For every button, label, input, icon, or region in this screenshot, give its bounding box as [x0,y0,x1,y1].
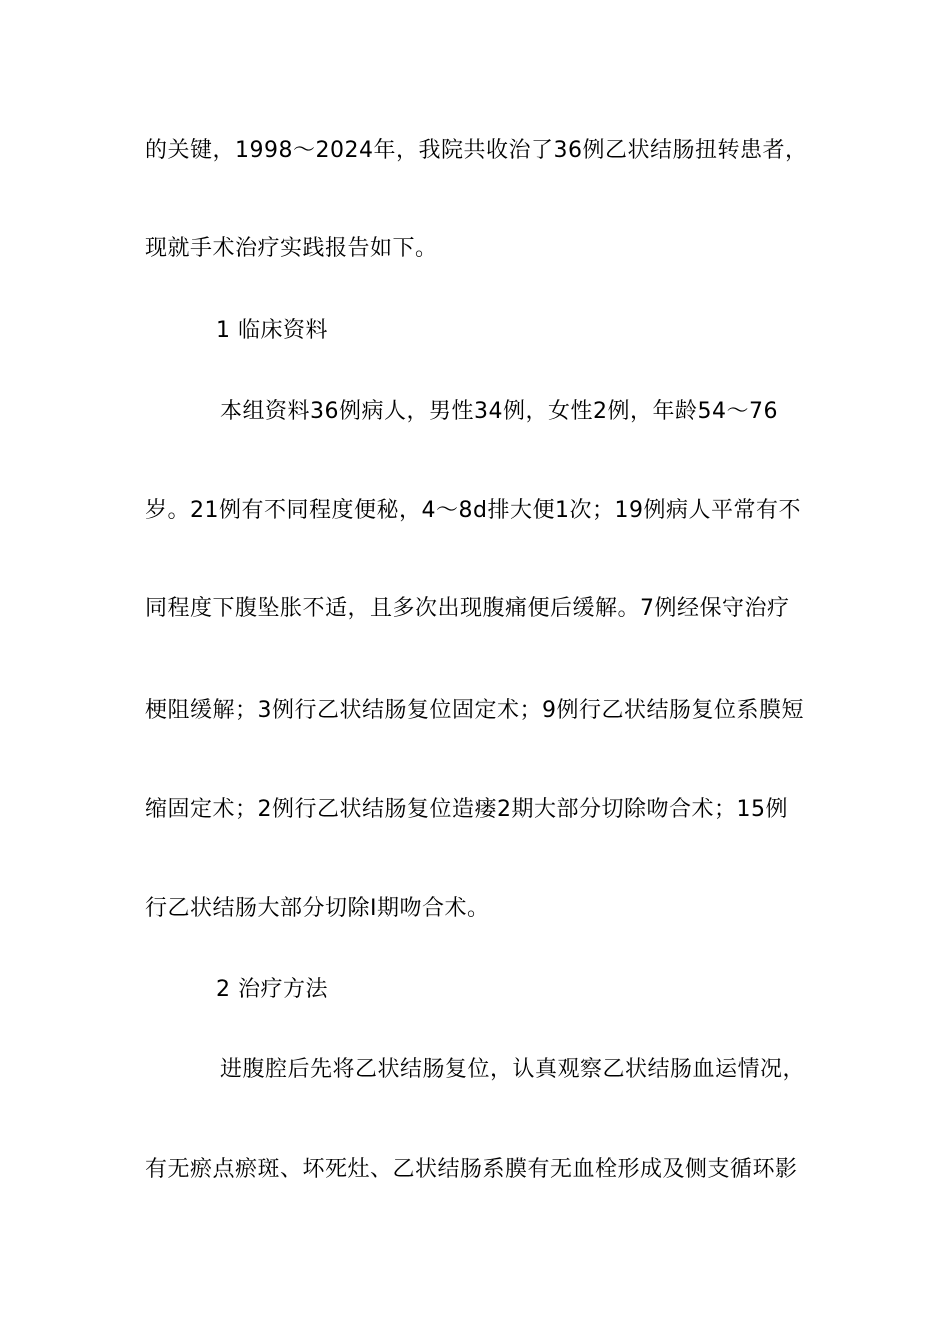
section-heading: 2 治疗方法 [216,977,328,1002]
paragraph-first-line: 进腹腔后先将乙状结肠复位，认真观察乙状结肠血运情况， [220,1057,806,1082]
text-line: 同程度下腹坠胀不适，且多次出现腹痛便后缓解。7例经保守治疗 [145,596,790,621]
text-line: 岁。21例有不同程度便秘，4～8d排大便1次；19例病人平常有不 [145,498,801,523]
text-line: 梗阻缓解；3例行乙状结肠复位固定术；9例行乙状结肠复位系膜短 [145,698,804,723]
paragraph-first-line: 本组资料36例病人，男性34例，女性2例，年龄54～76 [220,399,778,424]
text-line: 行乙状结肠大部分切除Ⅰ期吻合术。 [145,896,490,921]
text-line: 缩固定术；2例行乙状结肠复位造瘘2期大部分切除吻合术；15例 [145,797,788,822]
section-heading: 1 临床资料 [216,318,328,343]
text-line: 有无瘀点瘀斑、坏死灶、乙状结肠系膜有无血栓形成及侧支循环影 [145,1157,798,1182]
text-line: 现就手术治疗实践报告如下。 [145,236,438,261]
text-line: 的关键，1998～2024年，我院共收治了36例乙状结肠扭转患者， [145,138,808,163]
